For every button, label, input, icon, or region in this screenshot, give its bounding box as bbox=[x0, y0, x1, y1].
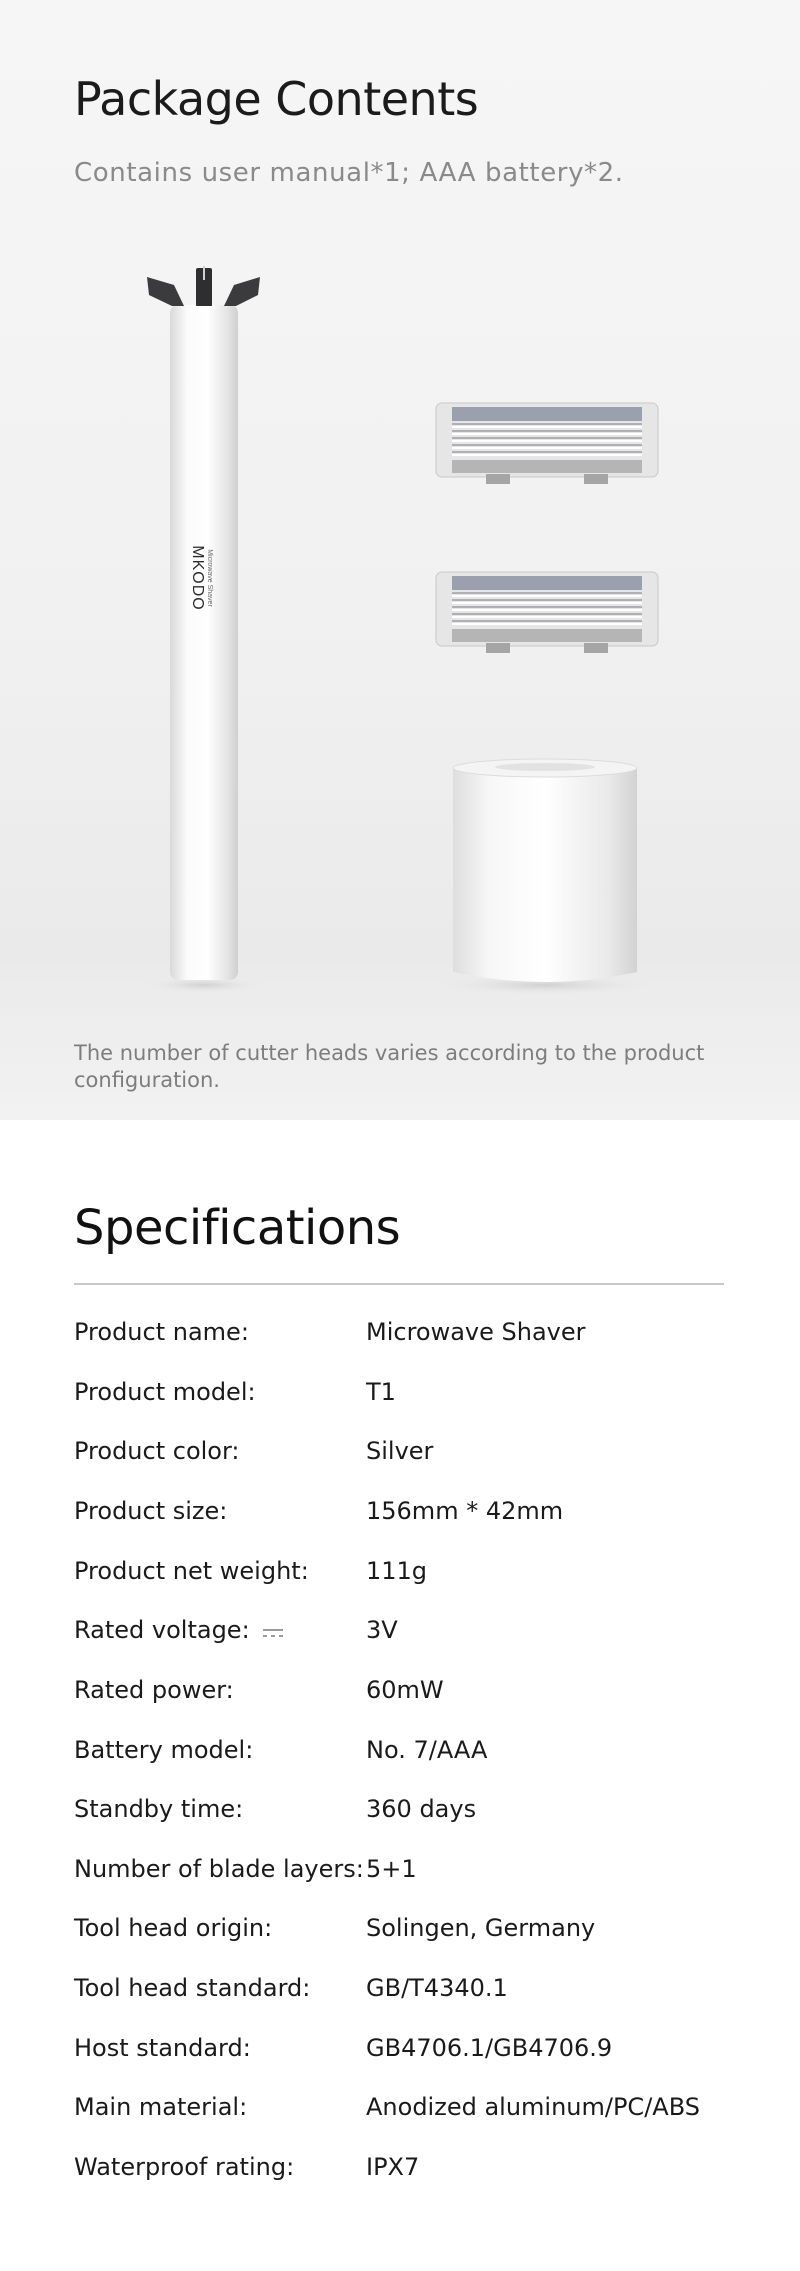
spec-value: Silver bbox=[366, 1437, 434, 1465]
spec-value: 60mW bbox=[366, 1676, 444, 1704]
spec-value: 360 days bbox=[366, 1795, 477, 1823]
spec-value: Anodized aluminum/PC/ABS bbox=[366, 2093, 700, 2121]
shaver-handle bbox=[144, 266, 264, 993]
storage-base bbox=[435, 759, 655, 995]
spec-value: 111g bbox=[366, 1557, 428, 1585]
spec-value: Solingen, Germany bbox=[366, 1914, 596, 1942]
cutter-head-1 bbox=[436, 403, 658, 484]
spec-label: Product size: bbox=[74, 1497, 228, 1525]
cutter-head-2 bbox=[436, 572, 658, 653]
package-contents-subtitle: Contains user manual*1; AAA battery*2. bbox=[74, 158, 624, 188]
spec-row-rated-power bbox=[74, 1676, 754, 1716]
spec-row-product-name bbox=[74, 1318, 754, 1358]
spec-row-tool-head-origin bbox=[74, 1914, 754, 1954]
spec-row-main-material bbox=[74, 2093, 754, 2133]
spec-label: Tool head standard: bbox=[74, 1974, 311, 2002]
spec-row-blade-layers bbox=[74, 1855, 754, 1895]
spec-label: Rated voltage: bbox=[74, 1616, 250, 1644]
spec-label: Number of blade layers: bbox=[74, 1855, 364, 1883]
spec-value: 3V bbox=[366, 1616, 398, 1644]
spec-row-product-model bbox=[74, 1378, 754, 1418]
spec-label: Standby time: bbox=[74, 1795, 244, 1823]
spec-value: GB/T4340.1 bbox=[366, 1974, 508, 2002]
spec-row-tool-head-standard bbox=[74, 1974, 754, 2014]
spec-label: Rated power: bbox=[74, 1676, 234, 1704]
spec-row-rated-voltage bbox=[74, 1616, 754, 1656]
spec-row-host-standard bbox=[74, 2034, 754, 2074]
spec-row-standby-time bbox=[74, 1795, 754, 1835]
package-contents-section bbox=[0, 0, 800, 1120]
package-note: The number of cutter heads varies according to the product configuration. bbox=[74, 1041, 705, 1092]
specifications-title: Specifications bbox=[74, 1200, 401, 1256]
spec-value: No. 7/AAA bbox=[366, 1736, 488, 1764]
spec-label: Waterproof rating: bbox=[74, 2153, 295, 2181]
spec-value: 156mm * 42mm bbox=[366, 1497, 564, 1525]
handle-sub-label: Microwave Shaver bbox=[206, 549, 213, 607]
spec-row-battery-model bbox=[74, 1736, 754, 1776]
dc-current-icon bbox=[262, 1626, 284, 1640]
spec-label: Tool head origin: bbox=[74, 1914, 273, 1942]
spec-row-product-size bbox=[74, 1497, 754, 1537]
spec-value: Microwave Shaver bbox=[366, 1318, 586, 1346]
spec-value: T1 bbox=[366, 1378, 396, 1406]
spec-row-waterproof-rating bbox=[74, 2153, 754, 2193]
spec-value: IPX7 bbox=[366, 2153, 420, 2181]
spec-label: Main material: bbox=[74, 2093, 248, 2121]
package-contents-title: Package Contents bbox=[74, 72, 479, 126]
spec-row-net-weight bbox=[74, 1557, 754, 1597]
spec-label: Product color: bbox=[74, 1437, 240, 1465]
spec-value: GB4706.1/GB4706.9 bbox=[366, 2034, 613, 2062]
spec-value: 5+1 bbox=[366, 1855, 417, 1883]
spec-label: Product name: bbox=[74, 1318, 249, 1346]
product-illustration bbox=[0, 0, 800, 1120]
spec-row-product-color bbox=[74, 1437, 754, 1477]
spec-label: Host standard: bbox=[74, 2034, 251, 2062]
spec-label: Product net weight: bbox=[74, 1557, 309, 1585]
spec-label: Product model: bbox=[74, 1378, 256, 1406]
handle-brand-logo: MKODO bbox=[189, 545, 206, 611]
specifications-divider bbox=[74, 1283, 724, 1285]
spec-label: Battery model: bbox=[74, 1736, 254, 1764]
